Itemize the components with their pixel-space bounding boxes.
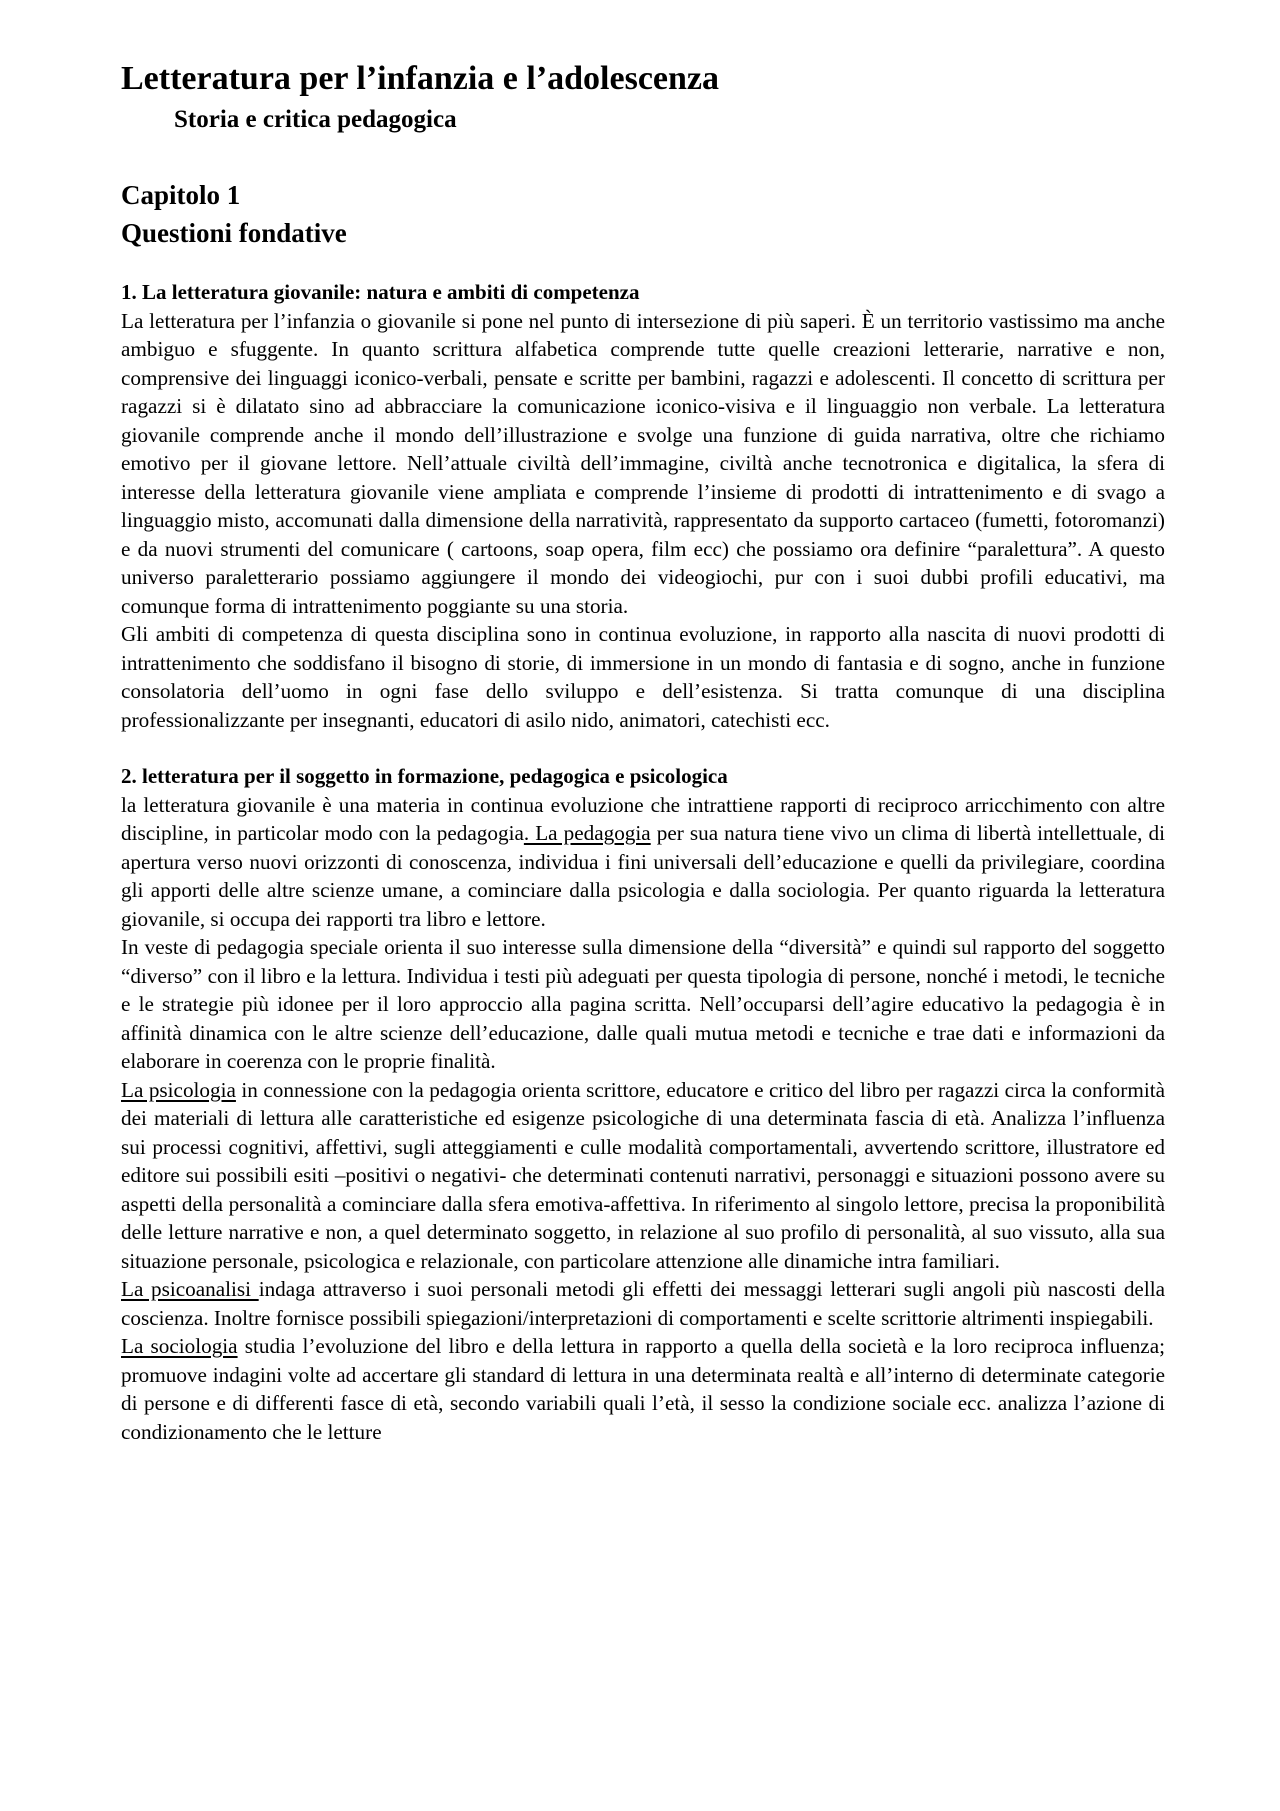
paragraph	[121, 1275, 1165, 1332]
chapter-number: Capitolo 1	[121, 180, 241, 210]
section-heading: 2. letteratura per il soggetto in formazione, pedagogica e psicologica	[121, 764, 728, 788]
paragraph	[121, 791, 1165, 934]
paragraph: In veste di pedagogia speciale orienta il suo interesse sulla dimensione della “diversità” e quindi sul rapporto del soggetto “diverso” con il libro e la lettura. Individua i testi più adeguati per questa tipologia di persone, nonché i metodi, le tecniche e le strategie più idonee per il loro approccio alla pagina scritta. Nell’occuparsi dell’agire educativo la pedagogia è in affinità dinamica con le altre scienze dell’educazione, dalle quali mutua metodi e tecniche e trae dati e informazioni da elaborare in coerenza con le proprie finalità.	[121, 935, 1165, 1073]
paragraph	[121, 1332, 1165, 1446]
underlined-term-psicologia: La psicologia	[121, 1077, 236, 1102]
text-run: indaga attraverso i suoi personali metodi gli effetti dei messaggi letterari sugli angoli più nascosti della coscienza. Inoltre fornisce possibili spiegazioni/interpretazioni di comportamenti e scelte scrittorie altrimenti inspiegabili.	[121, 1277, 1165, 1330]
document-subtitle: Storia e critica pedagogica	[174, 106, 457, 133]
paragraph: Gli ambiti di competenza di questa disciplina sono in continua evoluzione, in rapporto alla nascita di nuovi prodotti di intrattenimento che soddisfano il bisogno di storie, di immersione in un mondo di fantasia e di sogno, anche in funzione consolatoria dell’uomo in ogni fase dello sviluppo e dell’esistenza. Si tratta comunque di una disciplina professionalizzante per insegnanti, educatori di asilo nido, animatori, catechisti ecc.	[121, 622, 1165, 732]
underlined-term-psicoanalisi: La psicoanalisi	[121, 1277, 259, 1301]
chapter-title: Questioni fondative	[121, 218, 347, 248]
text-run: la letteratura giovanile è una materia in continua evoluzione che intrattiene rapporti di reciproco arricchimento con altre discipline, in particolar modo con la pedagogia	[121, 792, 1165, 845]
text-run: per sua natura tiene vivo un clima di libertà intellettuale, di apertura verso nuovi orizzonti di conoscenza, individua i fini universali dell’educazione e quelli da privilegiare, coordina gli apporti delle altre scienze umane, a cominciare dalla psicologia e dalla sociologia. Per quanto riguarda la letteratura giovanile, si occupa dei rapporti tra libro e lettore.	[121, 821, 1166, 931]
text-run: studia l’evoluzione del libro e della lettura in rapporto a quella della società e la loro reciproca influenza; promuove indagini volte ad accertare gli standard di lettura in una determinata realtà e all’interno di determinate categorie di persone e di differenti fasce di età, secondo variabili quali l’età, il sesso la condizione sociale ecc. analizza l’azione di condizionamento che le letture	[121, 1334, 1165, 1444]
chapter-heading	[121, 176, 1165, 252]
paragraph	[121, 1076, 1165, 1276]
document-title: Letteratura per l’infanzia e l’adolescenza	[121, 60, 720, 97]
section-1	[121, 278, 1165, 734]
section-heading: 1. La letteratura giovanile: natura e ambiti di competenza	[121, 280, 640, 304]
underlined-term-pedagogia: . La pedagogia	[523, 821, 651, 845]
paragraph: La letteratura per l’infanzia o giovanile si pone nel punto di intersezione di più saperi. È un territorio vastissimo ma anche ambiguo e sfuggente. In quanto scrittura alfabetica comprende tutte quelle creazioni letterarie, narrative e non, comprensive dei linguaggi iconico-verbali, pensate e scritte per bambini, ragazzi e adolescenti. Il concetto di scrittura per ragazzi si è dilatato sino ad abbracciare la comunicazione iconico-visiva e il linguaggio non verbale. La letteratura giovanile comprende anche il mondo dell’illustrazione e svolge una funzione di guida narrativa, oltre che richiamo emotivo per il giovane lettore. Nell’attuale civiltà dell’immagine, civiltà anche tecnotronica e digitalica, la sfera di interesse della letteratura giovanile viene ampliata e comprende l’insieme di prodotti di intrattenimento e di svago a linguaggio misto, accomunati dalla dimensione della narratività, rappresentato da supporto cartaceo (fumetti, fotoromanzi) e da nuovi strumenti del comunicare ( cartoons, soap opera, film ecc) che possiamo ora definire “paralettura”. A questo universo paraletterario possiamo aggiungere il mondo dei videogiochi, pur con i suoi dubbi profili educativi, ma comunque forma di intrattenimento poggiante su una storia.	[121, 308, 1165, 618]
underlined-term-sociologia: La sociologia	[121, 1334, 238, 1358]
section-2	[121, 762, 1165, 1446]
text-run: in connessione con la pedagogia orienta scrittore, educatore e critico del libro per ragazzi circa la conformità dei materiali di lettura alle caratteristiche ed esigenze psicologiche di una determinata fascia di età. Analizza l’influenza sui processi cognitivi, affettivi, sugli atteggiamenti e culle modalità comportamentali, avvertendo scrittore, illustratore ed editore sui possibili esiti –positivi o negativi- che determinati contenuti narrativi, personaggi e situazioni possono avere su aspetti della personalità a cominciare dalla sfera emotiva-affettiva. In riferimento al singolo lettore, precisa la proponibilità delle letture narrative e non, a quel determinato soggetto, in relazione al suo profilo di personalità, al suo vissuto, alla sua situazione personale, psicologica e relazionale, con particolare attenzione alle dinamiche intra familiari.	[121, 1077, 1165, 1273]
